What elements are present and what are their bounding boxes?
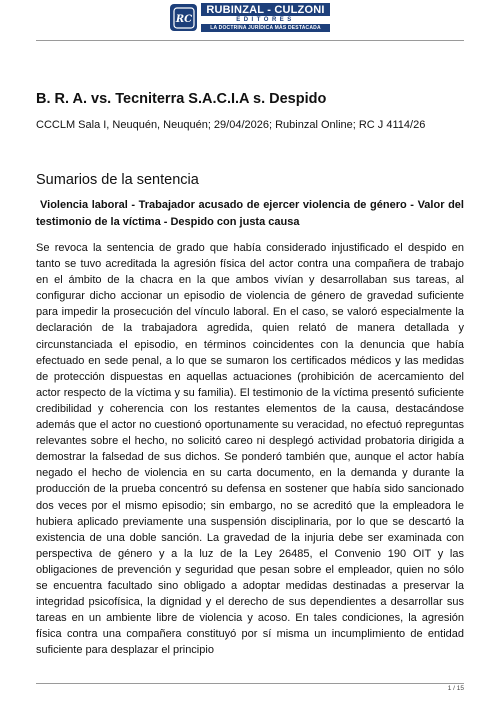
svg-text:RC: RC — [175, 13, 192, 25]
sumario-body: Se revoca la sentencia de grado que había considerado injustificado el despido en tanto se tuvo acreditada la agresión física del actor contra una compañera de trabajo en el ámbito de la chacra en la que ambos vivían y desarrollaban sus tareas, al configurar dicho accionar un episodio de violencia de género de gravedad suficiente para impedir la prosecución del vínculo laboral. En el caso, se valoró especialmente la declaración de la trabajadora agredida, quien relató de manera detallada y circunstanciada el episodio, en términos coincidentes con la denuncia que había efectuado en sede penal, a lo que se sumaron los certificados médicos y las medidas de protección dispuestas en aquellas actuaciones (prohibición de acercamiento del actor respecto de la víctima y su familia). El testimonio de la víctima presentó suficiente credibilidad y coherencia con los restantes elementos de la causa, destacándose además que el actor no cuestionó oportunamente su veracidad, no efectuó repreguntas relevantes sobre el hecho, no solicitó careo ni desplegó actividad probatoria dirigida a demostrar la falsedad de sus dichos. Se ponderó también que, aunque el actor había negado el hecho de violencia en su carta documento, en la demanda y durante la producción de la prueba concentró su defensa en sostener que había sido sancionado dos veces por el mismo episodio; sin embargo, no se acreditó que la empleadora le hubiera aplicado previamente una suspensión disciplinaria, por lo que se descartó la existencia de una doble sanción. La gravedad de la injuria debe ser examinada con perspectiva de género y a la luz de la Ley 26485, el Convenio 190 OIT y las obligaciones de prevención y seguridad que pesan sobre el empleador, quien no sólo se encuentra facultado sino obligado a adoptar medidas destinadas a preservar la integridad psicofísica, la dignidad y el derecho de sus dependientes a desarrollar sus tareas en un ambiente libre de violencia y acoso. En tales condiciones, la agresión física contra una compañera constituyó por sí misma un incumplimiento de entidad suficiente para desplazar el principio — [36, 242, 464, 657]
rc-logo-icon — [170, 4, 197, 31]
logo-tagline: LA DOCTRINA JURÍDICA MÁS DESTACADA — [201, 24, 329, 32]
case-citation: CCCLM Sala I, Neuquén, Neuquén; 29/04/2026; Rubinzal Online; RC J 4114/26 — [36, 119, 426, 131]
sumario-heading: Violencia laboral - Trabajador acusado de ejercer violencia de género - Valor del testimonio de la víctima - Despido con justa causa — [36, 199, 464, 228]
document-title: B. R. A. vs. Tecniterra S.A.C.I.A s. Despido — [36, 91, 327, 107]
publisher-logo — [170, 3, 329, 33]
page-number: 1 / 15 — [447, 685, 464, 692]
rc-emblem-icon — [173, 7, 195, 29]
page-header — [0, 0, 500, 40]
logo-text-block — [201, 3, 329, 33]
logo-name: RUBINZAL - CULZONI — [201, 3, 329, 16]
header-divider — [36, 40, 464, 41]
logo-subtitle: EDITORES — [236, 17, 295, 23]
section-title: Sumarios de la sentencia — [36, 172, 199, 188]
footer-divider — [36, 683, 464, 684]
